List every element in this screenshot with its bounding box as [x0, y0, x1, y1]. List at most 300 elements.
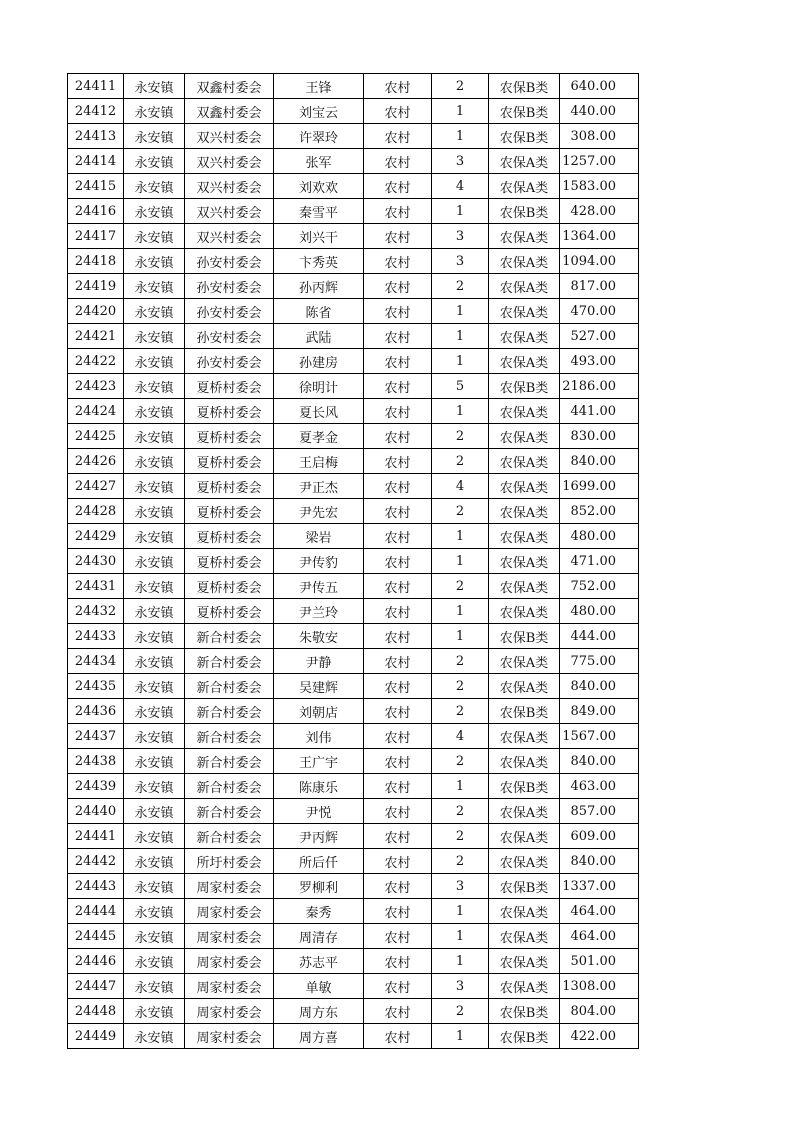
record-id-cell: 24432: [68, 599, 124, 624]
table-row: [68, 374, 639, 399]
amount-cell: 527.00: [560, 324, 639, 349]
name-cell: 周方东: [274, 999, 364, 1024]
household-size-cell: 1: [432, 524, 489, 549]
category-cell: 农保A类: [489, 449, 560, 474]
record-id-cell: 24412: [68, 99, 124, 124]
table-row: [68, 399, 639, 424]
category-cell: 农保A类: [489, 499, 560, 524]
village-committee-cell: 双兴村委会: [185, 124, 274, 149]
village-committee-cell: 新合村委会: [185, 649, 274, 674]
area-type-cell: 农村: [364, 449, 432, 474]
household-size-cell: 2: [432, 449, 489, 474]
village-committee-cell: 夏桥村委会: [185, 424, 274, 449]
name-cell: 刘伟: [274, 724, 364, 749]
household-size-cell: 1: [432, 99, 489, 124]
name-cell: 尹静: [274, 649, 364, 674]
area-type-cell: 农村: [364, 99, 432, 124]
record-id-cell: 24415: [68, 174, 124, 199]
household-size-cell: 1: [432, 549, 489, 574]
table-row: [68, 949, 639, 974]
village-committee-cell: 孙安村委会: [185, 324, 274, 349]
record-id-cell: 24446: [68, 949, 124, 974]
category-cell: 农保A类: [489, 574, 560, 599]
town-cell: 永安镇: [124, 574, 185, 599]
category-cell: 农保A类: [489, 649, 560, 674]
area-type-cell: 农村: [364, 824, 432, 849]
town-cell: 永安镇: [124, 674, 185, 699]
table-row: [68, 149, 639, 174]
amount-cell: 840.00: [560, 674, 639, 699]
category-cell: 农保A类: [489, 174, 560, 199]
table-row: [68, 774, 639, 799]
category-cell: 农保B类: [489, 624, 560, 649]
area-type-cell: 农村: [364, 349, 432, 374]
name-cell: 尹正杰: [274, 474, 364, 499]
town-cell: 永安镇: [124, 349, 185, 374]
town-cell: 永安镇: [124, 924, 185, 949]
table-row: [68, 824, 639, 849]
area-type-cell: 农村: [364, 124, 432, 149]
amount-cell: 441.00: [560, 399, 639, 424]
town-cell: 永安镇: [124, 174, 185, 199]
area-type-cell: 农村: [364, 949, 432, 974]
village-committee-cell: 周家村委会: [185, 924, 274, 949]
amount-cell: 1583.00: [560, 174, 639, 199]
household-size-cell: 2: [432, 499, 489, 524]
amount-cell: 830.00: [560, 424, 639, 449]
area-type-cell: 农村: [364, 574, 432, 599]
household-size-cell: 3: [432, 874, 489, 899]
household-size-cell: 5: [432, 374, 489, 399]
town-cell: 永安镇: [124, 974, 185, 999]
town-cell: 永安镇: [124, 124, 185, 149]
record-id-cell: 24449: [68, 1024, 124, 1049]
record-id-cell: 24444: [68, 899, 124, 924]
town-cell: 永安镇: [124, 899, 185, 924]
category-cell: 农保B类: [489, 374, 560, 399]
table-row: [68, 849, 639, 874]
category-cell: 农保A类: [489, 524, 560, 549]
town-cell: 永安镇: [124, 374, 185, 399]
area-type-cell: 农村: [364, 899, 432, 924]
name-cell: 秦秀: [274, 899, 364, 924]
category-cell: 农保A类: [489, 149, 560, 174]
town-cell: 永安镇: [124, 824, 185, 849]
name-cell: 王广宇: [274, 749, 364, 774]
village-committee-cell: 夏桥村委会: [185, 599, 274, 624]
record-id-cell: 24442: [68, 849, 124, 874]
town-cell: 永安镇: [124, 524, 185, 549]
amount-cell: 464.00: [560, 899, 639, 924]
town-cell: 永安镇: [124, 474, 185, 499]
town-cell: 永安镇: [124, 949, 185, 974]
amount-cell: 840.00: [560, 849, 639, 874]
table-row: [68, 449, 639, 474]
category-cell: 农保A类: [489, 224, 560, 249]
village-committee-cell: 双兴村委会: [185, 224, 274, 249]
area-type-cell: 农村: [364, 599, 432, 624]
table-row: [68, 924, 639, 949]
amount-cell: 1364.00: [560, 224, 639, 249]
record-id-cell: 24437: [68, 724, 124, 749]
record-id-cell: 24426: [68, 449, 124, 474]
household-size-cell: 2: [432, 749, 489, 774]
amount-cell: 471.00: [560, 549, 639, 574]
household-size-cell: 2: [432, 674, 489, 699]
household-size-cell: 1: [432, 124, 489, 149]
category-cell: 农保A类: [489, 424, 560, 449]
area-type-cell: 农村: [364, 874, 432, 899]
town-cell: 永安镇: [124, 749, 185, 774]
table-row: [68, 99, 639, 124]
village-committee-cell: 新合村委会: [185, 699, 274, 724]
household-size-cell: 1: [432, 899, 489, 924]
area-type-cell: 农村: [364, 74, 432, 99]
amount-cell: 852.00: [560, 499, 639, 524]
town-cell: 永安镇: [124, 649, 185, 674]
category-cell: 农保B类: [489, 1024, 560, 1049]
town-cell: 永安镇: [124, 449, 185, 474]
amount-cell: 2186.00: [560, 374, 639, 399]
name-cell: 刘欢欢: [274, 174, 364, 199]
village-committee-cell: 周家村委会: [185, 899, 274, 924]
area-type-cell: 农村: [364, 399, 432, 424]
category-cell: 农保A类: [489, 799, 560, 824]
amount-cell: 804.00: [560, 999, 639, 1024]
village-committee-cell: 孙安村委会: [185, 274, 274, 299]
category-cell: 农保A类: [489, 249, 560, 274]
table-row: [68, 124, 639, 149]
household-size-cell: 3: [432, 224, 489, 249]
table-row: [68, 674, 639, 699]
name-cell: 夏孝金: [274, 424, 364, 449]
area-type-cell: 农村: [364, 174, 432, 199]
amount-cell: 817.00: [560, 274, 639, 299]
category-cell: 农保A类: [489, 749, 560, 774]
area-type-cell: 农村: [364, 649, 432, 674]
table-row: [68, 249, 639, 274]
table-row: [68, 649, 639, 674]
area-type-cell: 农村: [364, 249, 432, 274]
category-cell: 农保A类: [489, 399, 560, 424]
record-id-cell: 24448: [68, 999, 124, 1024]
amount-cell: 440.00: [560, 99, 639, 124]
village-committee-cell: 周家村委会: [185, 874, 274, 899]
household-size-cell: 4: [432, 174, 489, 199]
amount-cell: 501.00: [560, 949, 639, 974]
name-cell: 尹先宏: [274, 499, 364, 524]
area-type-cell: 农村: [364, 974, 432, 999]
name-cell: 苏志平: [274, 949, 364, 974]
area-type-cell: 农村: [364, 324, 432, 349]
amount-cell: 775.00: [560, 649, 639, 674]
category-cell: 农保B类: [489, 999, 560, 1024]
category-cell: 农保A类: [489, 924, 560, 949]
category-cell: 农保A类: [489, 349, 560, 374]
village-committee-cell: 夏桥村委会: [185, 549, 274, 574]
amount-cell: 609.00: [560, 824, 639, 849]
village-committee-cell: 双兴村委会: [185, 199, 274, 224]
amount-cell: 840.00: [560, 749, 639, 774]
area-type-cell: 农村: [364, 549, 432, 574]
record-id-cell: 24431: [68, 574, 124, 599]
household-size-cell: 2: [432, 574, 489, 599]
village-committee-cell: 孙安村委会: [185, 349, 274, 374]
area-type-cell: 农村: [364, 224, 432, 249]
table-row: [68, 274, 639, 299]
category-cell: 农保A类: [489, 324, 560, 349]
table-row: [68, 549, 639, 574]
table-row: [68, 524, 639, 549]
village-committee-cell: 所圩村委会: [185, 849, 274, 874]
category-cell: 农保B类: [489, 199, 560, 224]
name-cell: 吴建辉: [274, 674, 364, 699]
record-id-cell: 24421: [68, 324, 124, 349]
name-cell: 所后仟: [274, 849, 364, 874]
amount-cell: 493.00: [560, 349, 639, 374]
household-size-cell: 2: [432, 74, 489, 99]
area-type-cell: 农村: [364, 374, 432, 399]
name-cell: 孙建房: [274, 349, 364, 374]
record-id-cell: 24429: [68, 524, 124, 549]
household-size-cell: 1: [432, 199, 489, 224]
table-row: [68, 474, 639, 499]
table-row: [68, 224, 639, 249]
household-size-cell: 1: [432, 1024, 489, 1049]
town-cell: 永安镇: [124, 849, 185, 874]
category-cell: 农保A类: [489, 849, 560, 874]
amount-cell: 444.00: [560, 624, 639, 649]
record-id-cell: 24419: [68, 274, 124, 299]
village-committee-cell: 孙安村委会: [185, 249, 274, 274]
table-row: [68, 499, 639, 524]
area-type-cell: 农村: [364, 624, 432, 649]
table-row: [68, 874, 639, 899]
record-id-cell: 24440: [68, 799, 124, 824]
town-cell: 永安镇: [124, 724, 185, 749]
category-cell: 农保B类: [489, 699, 560, 724]
area-type-cell: 农村: [364, 524, 432, 549]
record-id-cell: 24422: [68, 349, 124, 374]
name-cell: 秦雪平: [274, 199, 364, 224]
record-id-cell: 24428: [68, 499, 124, 524]
table-row: [68, 799, 639, 824]
name-cell: 刘宝云: [274, 99, 364, 124]
name-cell: 夏长风: [274, 399, 364, 424]
village-committee-cell: 周家村委会: [185, 974, 274, 999]
town-cell: 永安镇: [124, 1024, 185, 1049]
category-cell: 农保A类: [489, 274, 560, 299]
name-cell: 尹悦: [274, 799, 364, 824]
table-row: [68, 999, 639, 1024]
category-cell: 农保A类: [489, 724, 560, 749]
household-size-cell: 2: [432, 649, 489, 674]
area-type-cell: 农村: [364, 474, 432, 499]
record-id-cell: 24434: [68, 649, 124, 674]
area-type-cell: 农村: [364, 999, 432, 1024]
town-cell: 永安镇: [124, 499, 185, 524]
household-size-cell: 1: [432, 324, 489, 349]
village-committee-cell: 双鑫村委会: [185, 99, 274, 124]
table-body: [68, 74, 639, 1049]
area-type-cell: 农村: [364, 199, 432, 224]
category-cell: 农保A类: [489, 549, 560, 574]
area-type-cell: 农村: [364, 1024, 432, 1049]
village-committee-cell: 夏桥村委会: [185, 574, 274, 599]
table-row: [68, 424, 639, 449]
town-cell: 永安镇: [124, 799, 185, 824]
household-size-cell: 2: [432, 799, 489, 824]
town-cell: 永安镇: [124, 199, 185, 224]
amount-cell: 1567.00: [560, 724, 639, 749]
name-cell: 刘兴干: [274, 224, 364, 249]
name-cell: 张军: [274, 149, 364, 174]
category-cell: 农保A类: [489, 674, 560, 699]
name-cell: 尹兰玲: [274, 599, 364, 624]
record-id-cell: 24433: [68, 624, 124, 649]
record-id-cell: 24423: [68, 374, 124, 399]
record-id-cell: 24416: [68, 199, 124, 224]
town-cell: 永安镇: [124, 224, 185, 249]
village-committee-cell: 新合村委会: [185, 624, 274, 649]
name-cell: 尹传豹: [274, 549, 364, 574]
name-cell: 朱敬安: [274, 624, 364, 649]
table-row: [68, 599, 639, 624]
amount-cell: 1094.00: [560, 249, 639, 274]
area-type-cell: 农村: [364, 924, 432, 949]
amount-cell: 1257.00: [560, 149, 639, 174]
household-size-cell: 4: [432, 724, 489, 749]
category-cell: 农保B类: [489, 74, 560, 99]
amount-cell: 422.00: [560, 1024, 639, 1049]
name-cell: 陈省: [274, 299, 364, 324]
village-committee-cell: 新合村委会: [185, 824, 274, 849]
village-committee-cell: 新合村委会: [185, 749, 274, 774]
amount-cell: 428.00: [560, 199, 639, 224]
record-id-cell: 24418: [68, 249, 124, 274]
table-row: [68, 349, 639, 374]
category-cell: 农保A类: [489, 599, 560, 624]
record-id-cell: 24425: [68, 424, 124, 449]
amount-cell: 1337.00: [560, 874, 639, 899]
relief-roster-table: [67, 73, 639, 1049]
area-type-cell: 农村: [364, 724, 432, 749]
household-size-cell: 3: [432, 974, 489, 999]
record-id-cell: 24424: [68, 399, 124, 424]
category-cell: 农保A类: [489, 474, 560, 499]
table-row: [68, 749, 639, 774]
category-cell: 农保A类: [489, 949, 560, 974]
table-row: [68, 699, 639, 724]
record-id-cell: 24435: [68, 674, 124, 699]
household-size-cell: 1: [432, 624, 489, 649]
table-row: [68, 899, 639, 924]
name-cell: 尹传五: [274, 574, 364, 599]
village-committee-cell: 夏桥村委会: [185, 499, 274, 524]
town-cell: 永安镇: [124, 399, 185, 424]
household-size-cell: 1: [432, 299, 489, 324]
amount-cell: 1699.00: [560, 474, 639, 499]
record-id-cell: 24417: [68, 224, 124, 249]
table-row: [68, 324, 639, 349]
name-cell: 卞秀英: [274, 249, 364, 274]
name-cell: 武陆: [274, 324, 364, 349]
village-committee-cell: 双兴村委会: [185, 149, 274, 174]
area-type-cell: 农村: [364, 799, 432, 824]
name-cell: 梁岩: [274, 524, 364, 549]
village-committee-cell: 夏桥村委会: [185, 449, 274, 474]
amount-cell: 470.00: [560, 299, 639, 324]
household-size-cell: 1: [432, 949, 489, 974]
village-committee-cell: 新合村委会: [185, 724, 274, 749]
record-id-cell: 24438: [68, 749, 124, 774]
town-cell: 永安镇: [124, 874, 185, 899]
town-cell: 永安镇: [124, 149, 185, 174]
village-committee-cell: 夏桥村委会: [185, 474, 274, 499]
town-cell: 永安镇: [124, 699, 185, 724]
record-id-cell: 24414: [68, 149, 124, 174]
area-type-cell: 农村: [364, 774, 432, 799]
household-size-cell: 2: [432, 424, 489, 449]
record-id-cell: 24430: [68, 549, 124, 574]
area-type-cell: 农村: [364, 299, 432, 324]
household-size-cell: 2: [432, 849, 489, 874]
household-size-cell: 1: [432, 399, 489, 424]
area-type-cell: 农村: [364, 499, 432, 524]
table-row: [68, 974, 639, 999]
name-cell: 尹丙辉: [274, 824, 364, 849]
table-row: [68, 574, 639, 599]
town-cell: 永安镇: [124, 549, 185, 574]
category-cell: 农保B类: [489, 774, 560, 799]
amount-cell: 752.00: [560, 574, 639, 599]
household-size-cell: 3: [432, 149, 489, 174]
village-committee-cell: 双兴村委会: [185, 174, 274, 199]
name-cell: 周方喜: [274, 1024, 364, 1049]
town-cell: 永安镇: [124, 99, 185, 124]
category-cell: 农保B类: [489, 124, 560, 149]
record-id-cell: 24447: [68, 974, 124, 999]
village-committee-cell: 新合村委会: [185, 674, 274, 699]
village-committee-cell: 双鑫村委会: [185, 74, 274, 99]
record-id-cell: 24420: [68, 299, 124, 324]
amount-cell: 463.00: [560, 774, 639, 799]
town-cell: 永安镇: [124, 599, 185, 624]
town-cell: 永安镇: [124, 299, 185, 324]
record-id-cell: 24445: [68, 924, 124, 949]
village-committee-cell: 夏桥村委会: [185, 399, 274, 424]
name-cell: 单敏: [274, 974, 364, 999]
household-size-cell: 4: [432, 474, 489, 499]
area-type-cell: 农村: [364, 849, 432, 874]
village-committee-cell: 新合村委会: [185, 799, 274, 824]
village-committee-cell: 周家村委会: [185, 999, 274, 1024]
village-committee-cell: 夏桥村委会: [185, 524, 274, 549]
village-committee-cell: 周家村委会: [185, 1024, 274, 1049]
area-type-cell: 农村: [364, 749, 432, 774]
table-row: [68, 724, 639, 749]
amount-cell: 308.00: [560, 124, 639, 149]
area-type-cell: 农村: [364, 424, 432, 449]
town-cell: 永安镇: [124, 274, 185, 299]
village-committee-cell: 周家村委会: [185, 949, 274, 974]
household-size-cell: 2: [432, 999, 489, 1024]
town-cell: 永安镇: [124, 774, 185, 799]
name-cell: 孙丙辉: [274, 274, 364, 299]
name-cell: 刘朝店: [274, 699, 364, 724]
record-id-cell: 24439: [68, 774, 124, 799]
area-type-cell: 农村: [364, 149, 432, 174]
